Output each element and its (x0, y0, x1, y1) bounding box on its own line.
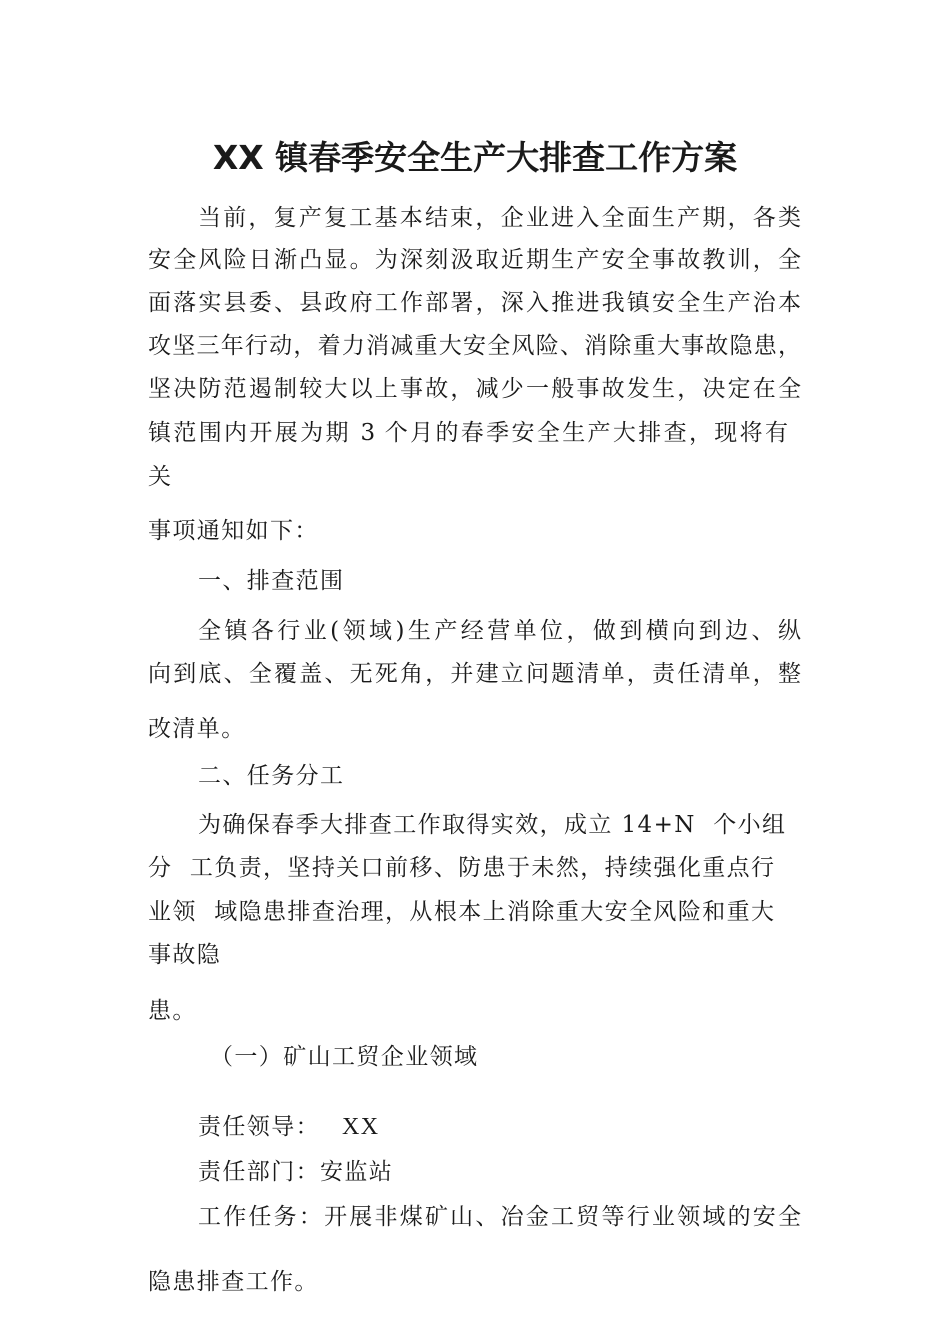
section-line: 改清单。 (148, 716, 246, 742)
section-heading: 一、排查范围 (198, 568, 345, 594)
task-line: 隐患排查工作。 (148, 1269, 319, 1295)
section-line: 为确保春季大排查工作取得实效，成立 14+N 个小组 (198, 812, 787, 838)
leader-row (198, 1111, 379, 1143)
section-line: 全镇各行业(领域)生产经营单位，做到横向到边、纵 (198, 618, 801, 644)
dept-value: 安监站 (320, 1159, 394, 1185)
intro-line: 坚决防范遏制较大以上事故，减少一般事故发生，决定在全 (148, 376, 801, 402)
intro-line: 攻坚三年行动，着力消减重大安全风险、消除重大事故隐患， (148, 333, 801, 359)
dept-label: 责任部门： (198, 1159, 320, 1185)
intro-line: 镇范围内开展为期 3 个月的春季安全生产大排查，现将有 (148, 420, 788, 446)
section-line: 业领 域隐患排查治理，从根本上消除重大安全风险和重大 (148, 899, 776, 925)
section-line: 分 工负责，坚持关口前移、防患于未然，持续强化重点行 (148, 855, 776, 881)
leader-label: 责任领导： (198, 1114, 320, 1140)
section-line: 患。 (148, 998, 197, 1024)
intro-line: 当前，复产复工基本结束，企业进入全面生产期，各类 (198, 205, 801, 231)
section-heading: 二、任务分工 (198, 763, 345, 789)
document-title: XX 镇春季安全生产大排查工作方案 (212, 138, 738, 177)
section-line: 向到底、全覆盖、无死角，并建立问题清单，责任清单，整 (148, 661, 801, 687)
intro-line: 关 (148, 464, 173, 490)
intro-line: 事项通知如下： (148, 518, 319, 544)
intro-line: 安全风险日渐凸显。为深刻汲取近期生产安全事故教训，全 (148, 247, 801, 273)
intro-line: 面落实县委、县政府工作部署，深入推进我镇安全生产治本 (148, 290, 801, 316)
subsection-heading: （一）矿山工贸企业领域 (210, 1044, 479, 1070)
dept-row (198, 1156, 393, 1188)
leader-value: XX (342, 1114, 380, 1140)
task-line: 工作任务：开展非煤矿山、冶金工贸等行业领域的安全 (198, 1204, 801, 1230)
section-line: 事故隐 (148, 942, 222, 968)
